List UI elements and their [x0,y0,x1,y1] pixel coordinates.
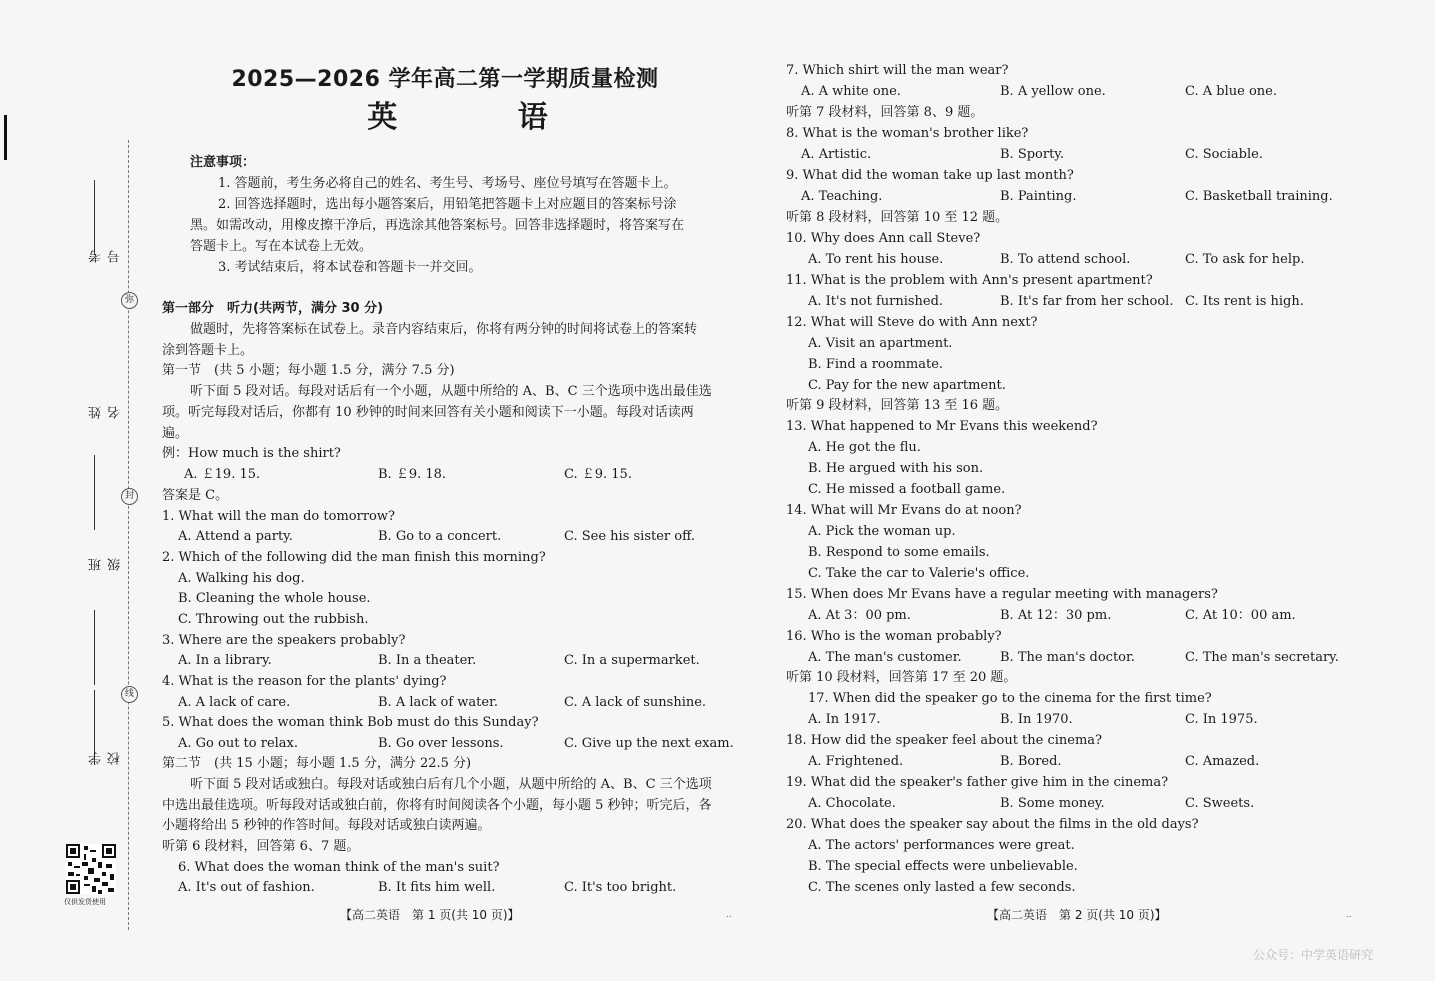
option: C. In a supermarket. [564,653,700,668]
question: 11. What is the problem with Ann's present apartment? [786,273,1153,288]
option: A. The man's customer. [808,650,962,665]
field-line [94,610,95,685]
page-footer-left: 【高二英语 第 1 页(共 10 页)】 [340,908,520,922]
option: C. Pay for the new apartment. [808,378,1006,393]
section1-intro: 项。听完每段对话后，你都有 10 秒钟的时间来回答有关小题和阅读下一小题。每段对话读两 [162,405,694,420]
question: 3. Where are the speakers probably? [162,633,406,648]
option: B. At 12：30 pm. [1000,608,1112,623]
question: 6. What does the woman think of the man's suit? [178,860,500,875]
seal-mark-3: 线 [121,686,138,703]
notes-item: 黑。如需改动，用橡皮擦干净后，再选涂其他答案标号。回答非选择题时，将答案写在 [190,218,685,233]
notes-item: 1. 答题前，考生务必将自己的姓名、考生号、考场号、座位号填写在答题卡上。 [218,176,677,191]
option: C. Give up the next exam. [564,736,734,751]
option: B. It fits him well. [378,880,496,895]
option: C. It's too bright. [564,880,677,895]
option: C. In 1975. [1185,712,1258,727]
option: C. See his sister off. [564,529,696,544]
qr-note: 仅供发货使用 [64,898,106,906]
option: B. It's far from her school. [1000,294,1174,309]
question: 4. What is the reason for the plants' dying? [162,674,447,689]
field-line [94,455,95,530]
option: B. Find a roommate. [808,357,944,372]
footer-dots: .. [726,910,732,920]
question: 2. Which of the following did the man finish this morning? [162,550,546,565]
option: B. The special effects were unbelievable. [808,859,1078,874]
question: 20. What does the speaker say about the films in the old days? [786,817,1199,832]
question: 10. Why does Ann call Steve? [786,231,981,246]
question: 14. What will Mr Evans do at noon? [786,503,1022,518]
option: C. Its rent is high. [1185,294,1304,309]
option: A. In a library. [178,653,272,668]
option: A. Chocolate. [808,796,896,811]
option: C. Sweets. [1185,796,1255,811]
field-exam-number [82,180,123,263]
notes-item: 答题卡上。写在本试卷上无效。 [190,239,373,254]
option: A. A lack of care. [178,695,291,710]
question: 8. What is the woman's brother like? [786,126,1029,141]
question: 1. What will the man do tomorrow? [162,509,395,524]
option: A. At 3：00 pm. [808,608,911,623]
option: C. Amazed. [1185,754,1260,769]
option: A. Go out to relax. [178,736,299,751]
option: C. To ask for help. [1185,252,1305,267]
option: B. In a theater. [378,653,477,668]
page-footer-right: 【高二英语 第 2 页(共 10 页)】 [987,908,1167,922]
binding-line [128,140,129,930]
option: A. A white one. [801,84,901,99]
part1-intro: 涂到答题卡上。 [162,343,254,358]
option: A. Attend a party. [178,529,293,544]
notes-heading: 注意事项： [190,155,256,170]
notes-item: 2. 回答选择题时，选出每小题答案后，用铅笔把答题卡上对应题目的答案标号涂 [218,197,677,212]
field-school [82,690,123,765]
option: C. At 10：00 am. [1185,608,1296,623]
question: 12. What will Steve do with Ann next? [786,315,1038,330]
option: A. Visit an apartment. [808,336,953,351]
question: 13. What happened to Mr Evans this weekend? [786,419,1098,434]
material-instruction: 听第 8 段材料，回答第 10 至 12 题。 [786,210,1009,225]
material-instruction: 听第 7 段材料，回答第 8、9 题。 [786,105,984,120]
exam-title: 2025—2026 学年高二第一学期质量检测 [231,67,659,92]
option: B. Cleaning the whole house. [178,591,371,606]
part1-intro: 做题时，先将答案标在试卷上。录音内容结束后，你将有两分钟的时间将试卷上的答案转 [190,322,698,337]
field-label: 学校 [89,752,123,765]
option: C. A lack of sunshine. [564,695,707,710]
option: A. In 1917. [808,712,881,727]
example-option: B. ￡9. 18. [378,467,447,482]
example-question: 例：How much is the shirt? [162,446,341,461]
option: B. A yellow one. [1000,84,1106,99]
field-label: 考号 [89,250,123,263]
section2-heading: 第二节 (共 15 小题；每小题 1.5 分，满分 22.5 分) [162,756,472,771]
option: C. A blue one. [1185,84,1277,99]
option: A. It's not furnished. [808,294,944,309]
question: 9. What did the woman take up last month? [786,168,1074,183]
option: A. He got the flu. [808,440,921,455]
notes-item: 3. 考试结束后，将本试卷和答题卡一并交回。 [218,260,482,275]
scan-edge-mark [4,115,7,160]
part1-heading: 第一部分 听力(共两节，满分 30 分) [162,301,384,316]
option: C. Take the car to Valerie's office. [808,566,1030,581]
option: B. Painting. [1000,189,1077,204]
option: A. The actors' performances were great. [808,838,1075,853]
section1-heading: 第一节 (共 5 小题；每小题 1.5 分，满分 7.5 分) [162,363,455,378]
section1-intro: 听下面 5 段对话。每段对话后有一个小题，从题中所给的 A、B、C 三个选项中选出最佳选 [190,384,712,399]
field-line [94,180,95,255]
example-answer: 答案是 C。 [162,488,229,503]
option: C. The scenes only lasted a few seconds. [808,880,1076,895]
option: A. Artistic. [801,147,872,162]
example-option: A. ￡19. 15. [184,467,261,482]
option: B. A lack of water. [378,695,499,710]
option: B. Go over lessons. [378,736,504,751]
option: C. The man's secretary. [1185,650,1339,665]
seal-mark-2: 封 [121,488,138,505]
option: C. Throwing out the rubbish. [178,612,369,627]
option: B. The man's doctor. [1000,650,1135,665]
question: 19. What did the speaker's father give him in the cinema? [786,775,1169,790]
field-label: 班级 [89,558,123,571]
option: A. Teaching. [801,189,883,204]
footer-dots: .. [1346,910,1352,920]
option: C. He missed a football game. [808,482,1006,497]
question: 5. What does the woman think Bob must do this Sunday? [162,715,539,730]
question: 7. Which shirt will the man wear? [786,63,1009,78]
option: B. In 1970. [1000,712,1073,727]
option: A. Pick the woman up. [808,524,956,539]
material-instruction: 听第 9 段材料，回答第 13 至 16 题。 [786,398,1009,413]
option: B. Bored. [1000,754,1062,769]
option: B. Sporty. [1000,147,1065,162]
section1-intro: 遍。 [162,426,189,441]
option: B. Respond to some emails. [808,545,990,560]
section2-intro: 小题将给出 5 秒钟的作答时间。每段对话或独白读两遍。 [162,818,491,833]
question: 16. Who is the woman probably? [786,629,1002,644]
material-instruction: 听第 6 段材料，回答第 6、7 题。 [162,839,360,854]
seal-mark-1: 弥 [121,292,138,309]
qr-code-icon [66,844,116,894]
option: B. Some money. [1000,796,1105,811]
option: A. Walking his dog. [178,571,305,586]
question: 18. How did the speaker feel about the cinema? [786,733,1103,748]
question: 17. When did the speaker go to the cinema for the first time? [808,691,1212,706]
section2-intro: 听下面 5 段对话或独白。每段对话或独白后有几个小题，从题中所给的 A、B、C 三个选项 [190,777,712,792]
watermark: 公众号：中学英语研究 [1252,948,1373,962]
option: B. Go to a concert. [378,529,502,544]
question: 15. When does Mr Evans have a regular meeting with managers? [786,587,1218,602]
option: B. He argued with his son. [808,461,984,476]
option: A. It's out of fashion. [178,880,315,895]
material-instruction: 听第 10 段材料，回答第 17 至 20 题。 [786,670,1017,685]
example-option: C. ￡9. 15. [564,467,632,482]
field-label: 姓名 [89,406,123,419]
section2-intro: 中选出最佳选项。听每段对话或独白前，你将有时间阅读各个小题，每小题 5 秒钟；听完后，各 [162,798,712,813]
option: C. Basketball training. [1185,189,1333,204]
option: A. Frightened. [808,754,904,769]
subject-title: 英 语 [367,100,603,135]
option: C. Sociable. [1185,147,1263,162]
option: A. To rent his house. [808,252,944,267]
option: B. To attend school. [1000,252,1131,267]
